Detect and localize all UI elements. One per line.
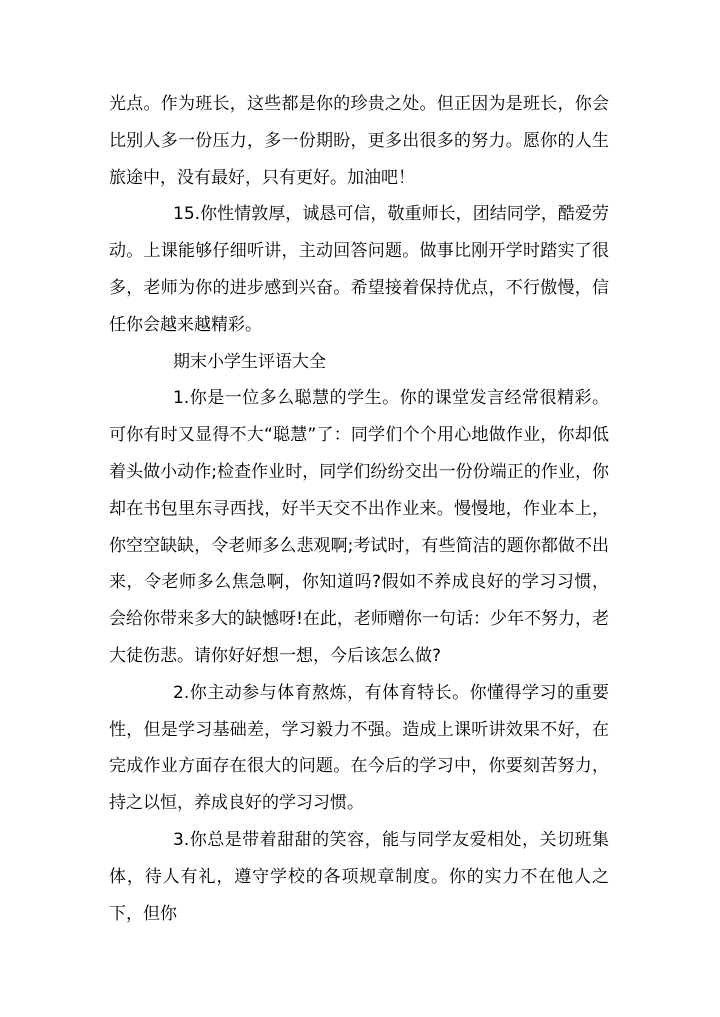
paragraph-continuation: 光点。作为班长，这些都是你的珍贵之处。但正因为是班长，你会比别人多一份压力，多一份期盼，更多出很多的努力。愿你的人生旅途中，没有最好，只有更好。加油吧！ <box>109 94 609 188</box>
paragraph-comment-3: 3.你总是带着甜甜的笑容，能与同学友爱相处，关切班集体，待人有礼，遵守学校的各项规章制度。你的实力不在他人之下，但你 <box>109 829 609 924</box>
document-body <box>109 86 609 932</box>
paragraph-comment-15: 15.你性情敦厚，诚恳可信，敬重师长，团结同学，酷爱劳动。上课能够仔细听讲，主动回答问题。做事比刚开学时踏实了很多，老师为你的进步感到兴奋。希望接着保持优点，不行傲慢，信任你会越来越精彩。 <box>109 204 609 335</box>
paragraph-comment-2: 2.你主动参与体育熬炼，有体育特长。你懂得学习的重要性，但是学习基础差，学习毅力不强。造成上课听讲效果不好，在完成作业方面存在很大的问题。在今后的学习中，你要刻苦努力，持之以恒，养成良好的学习习惯。 <box>109 682 609 814</box>
section-heading: 期末小学生评语大全 <box>173 351 326 372</box>
paragraph-comment-1: 1.你是一位多么聪慧的学生。你的课堂发言经常很精彩。可你有时又显得不大“聪慧”了：同学们个个用心地做作业，你却低着头做小动作;检查作业时，同学们纷纷交出一份份端正的作业，你却在书包里东寻西找，好半天交不出作业来。慢慢地，作业本上，你空空缺缺，令老师多么悲观啊;考试时，有些简洁的题你都做不出来，令老师多么焦急啊，你知道吗?假如不养成良好的学习习惯，会给你带来多大的缺憾呀!在此，老师赠你一句话：少年不努力，老大徒伤悲。请你好好想一想，今后该怎么做? <box>109 388 609 666</box>
